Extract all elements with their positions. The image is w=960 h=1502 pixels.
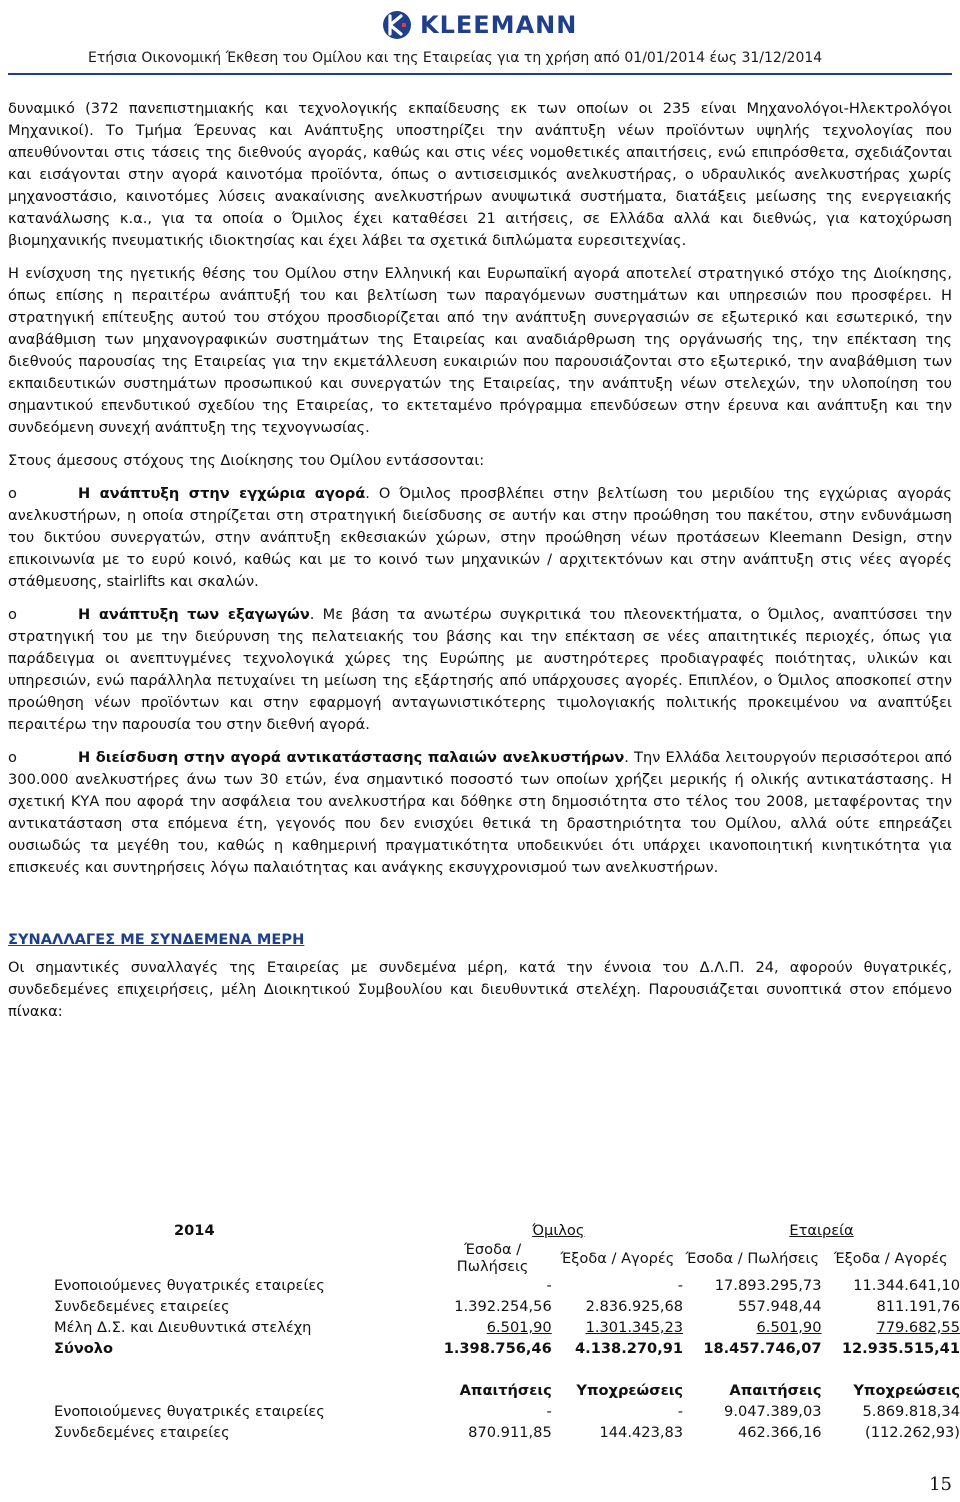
bullet-domestic-growth bbox=[8, 483, 952, 593]
cell: 557.948,44 bbox=[737, 1298, 822, 1315]
kleemann-logo bbox=[382, 8, 577, 42]
cell: 9.047.389,03 bbox=[724, 1403, 822, 1420]
subheader: Υποχρεώσεις bbox=[576, 1382, 684, 1399]
table-total-row bbox=[54, 1338, 960, 1359]
page-number: 15 bbox=[929, 1474, 952, 1495]
cell: 2.836.925,68 bbox=[585, 1298, 684, 1315]
table-row bbox=[54, 1296, 960, 1317]
cell: 18.457.746,07 bbox=[703, 1340, 822, 1357]
company-header: Εταιρεία bbox=[789, 1222, 854, 1239]
cell: 1.398.756,46 bbox=[443, 1340, 552, 1357]
cell: - bbox=[677, 1403, 684, 1420]
subheader: Έξοδα / Αγορές bbox=[833, 1249, 948, 1267]
cell: 11.344.641,10 bbox=[853, 1277, 960, 1294]
bullet-replacement-market bbox=[8, 747, 952, 879]
cell: 779.682,55 bbox=[876, 1319, 960, 1336]
subheader: Απαιτήσεις bbox=[729, 1382, 822, 1399]
cell: - bbox=[677, 1277, 684, 1294]
table-row bbox=[54, 1422, 960, 1443]
row-label: Ενοποιούμενες θυγατρικές εταιρείες bbox=[54, 1403, 325, 1420]
cell: 870.911,85 bbox=[468, 1424, 552, 1441]
row-label: Ενοποιούμενες θυγατρικές εταιρείες bbox=[54, 1277, 325, 1294]
bullet-marker: o bbox=[8, 606, 17, 623]
row-label: Μέλη Δ.Σ. και Διευθυντικά στελέχη bbox=[54, 1319, 312, 1336]
subheader: Έξοδα / Αγορές bbox=[560, 1249, 675, 1267]
bullet-text: . Ο Όμιλος προσβλέπει στην βελτίωση του μεριδίου της εγχώριας αγοράς ανελκυστήρων, η οποία στηρίζεται στη στρατηγική διείσδυσης σε αυτήν και στην προώθηση του πακέτου, στην ενδυνάμωση του δικτύου συνεργατών, στην ανάπτυξη εκθεσιακών χώρων, στην προώθηση νέων προτάσεων Kleemann Design, στην επικοινωνία με το ευρύ κοινό, καθώς και με το κοινό των μηχανικών / αρχιτεκτόνων και στην ανάπτυξη στις νέες αγορές στάθμευσης, stairlifts και σκαλών. bbox=[8, 485, 952, 590]
paragraph-goals-intro: Στους άμεσους στόχους της Διοίκησης του Ομίλου εντάσσονται: bbox=[8, 452, 485, 469]
table-row bbox=[54, 1275, 960, 1296]
related-party-table bbox=[54, 1220, 960, 1443]
bullet-title: Η διείσδυση στην αγορά αντικατάστασης παλαιών ανελκυστήρων bbox=[78, 749, 625, 766]
cell: 811.191,76 bbox=[876, 1298, 960, 1315]
page-header bbox=[0, 0, 960, 80]
subheader: Υποχρεώσεις bbox=[853, 1382, 960, 1399]
bullet-text: . Την Ελλάδα λειτουργούν περισσότεροι από 300.000 ανελκυστήρες άνω των 30 ετών, ένα σημαντικό ποσοστό των οποίων χρήζει μερικής ή ολικής αντικατάστασης. Η σχετική ΚΥΑ που αφορά την ασφάλεια του ανελκυστήρα και δόθηκε στη δημοσιότητα στο τέλος του 2008, μεταφέροντας την αντικατάσταση στα επόμενα έτη, γεγονός που δεν ενισχύει θετικά τη δραστηριότητα του Ομίλου, αλλά ούτε επηρεάζει ουσιωδώς τα μεγέθη του, καθώς η καθημερινή πραγματικότητα υποδεικνύει ότι υπάρχει ικανοποιητική κινητικότητα για επισκευές και συντηρήσεις λόγω παλαιότητας και ανάγκης εκσυγχρονισμού των ανελκυστήρων. bbox=[8, 749, 952, 876]
subheader: Έσοδα / Πωλήσεις bbox=[685, 1249, 820, 1267]
table-row bbox=[54, 1317, 960, 1338]
cell: - bbox=[546, 1277, 552, 1294]
cell: 5.869.818,34 bbox=[862, 1403, 960, 1420]
cell: - bbox=[546, 1403, 552, 1420]
kleemann-logo-icon bbox=[382, 10, 412, 40]
cell: 1.301.345,23 bbox=[585, 1319, 684, 1336]
paragraph-rnd: δυναμικό (372 πανεπιστημιακής και τεχνολογικής εκπαίδευσης εκ των οποίων οι 235 είναι Μηχανολόγοι-Ηλεκτρολόγοι Μηχανικοί). Το Τμήμα Έρευνας και Ανάπτυξης υποστηρίζει την ανάπτυξη νέων προϊόντων υψηλής τεχνολογίας που απευθύνονται στις τάσεις της διεθνούς αγοράς, καθώς και στις νέες νομοθετικές απαιτήσεις, ενώ επιπρόσθετα, σχεδιάζονται και εισάγονται στην αγορά καινοτόμα προϊόντα, όπως ο αντισεισμικός ανελκυστήρας, ο υδραυλικός ανελκυστήρας χωρίς μηχανοστάσιο, καινοτόμες λύσεις ανακαίνισης ανελκυστήρων ανυψωτικά συστήματα, διατάξεις μείωσης της ενεργειακής κατανάλωσης κ.α., για τα οποία ο Όμιλος έχει καταθέσει 21 αιτήσεις, σε Ελλάδα αλλά και διεθνώς, για κατοχύρωση βιομηχανικής πνευματικής ιδιοκτησίας και έχει λάβει τα σχετικά διπλώματα ευρεσιτεχνίας. bbox=[8, 100, 952, 249]
row-label: Σύνολο bbox=[54, 1340, 114, 1357]
group-header: Όμιλος bbox=[532, 1222, 585, 1239]
cell: 17.893.295,73 bbox=[714, 1277, 822, 1294]
cell: 1.392.254,56 bbox=[454, 1298, 552, 1315]
paragraph-strategy: Η ενίσχυση της ηγετικής θέσης του Ομίλου στην Ελληνική και Ευρωπαϊκή αγορά αποτελεί στρατηγικό στόχο της Διοίκησης, όπως επίσης η περαιτέρω ανάπτυξή του και βελτίωση των παραγόμενων συστημάτων και υπηρεσιών που προσφέρει. Η στρατηγική επίτευξης αυτού του στόχου προσδιορίζεται από την ανάπτυξη συνεργασιών σε εξωτερικό και εσωτερικό, την αναβάθμιση των μηχανογραφικών συστημάτων της Εταιρείας και αναδιάρθρωση της οργάνωσής της, την επέκταση της διεθνούς παρουσίας της Εταιρείας για την εκμετάλλευση ευκαιριών που παρουσιάζονται στο εξωτερικό, την αναβάθμιση των εκπαιδευτικών συστημάτων προσωπικού και συνεργατών της Εταιρείας, την ανάπτυξη νέων στελεχών, την υλοποίηση του σημαντικού επενδυτικού σχεδίου της Εταιρείας, το εκτεταμένο πρόγραμμα επενδύσεων στην έρευνα και ανάπτυξη και την συνδεόμενη συνεχή ανάπτυξη της τεχνογνωσίας. bbox=[8, 265, 952, 436]
bullet-marker: o bbox=[8, 485, 17, 502]
cell: 6.501,90 bbox=[486, 1319, 552, 1336]
paragraph-related-parties: Οι σημαντικές συναλλαγές της Εταιρείας με συνδεμένα μέρη, κατά την έννοια του Δ.Λ.Π. 24, αφορούν θυγατρικές, συνδεδεμένες επιχειρήσεις, μέλη Διοικητικού Συμβουλίου και διευθυντικά στελέχη. Παρουσιάζεται συνοπτικά στον επόμενο πίνακα: bbox=[8, 959, 952, 1020]
table-header-row bbox=[54, 1220, 960, 1241]
cell: 4.138.270,91 bbox=[575, 1340, 684, 1357]
bullet-title: Η ανάπτυξη στην εγχώρια αγορά bbox=[78, 485, 366, 502]
cell: 6.501,90 bbox=[756, 1319, 822, 1336]
section-title-related-parties: ΣΥΝΑΛΛΑΓΕΣ ΜΕ ΣΥΝΔΕΜΕΝΑ ΜΕΡΗ bbox=[8, 931, 305, 948]
cell: (112.262,93) bbox=[865, 1424, 960, 1441]
cell: 462.366,16 bbox=[737, 1424, 822, 1441]
bullet-marker: o bbox=[8, 749, 17, 766]
bullet-title: Η ανάπτυξη των εξαγωγών bbox=[78, 606, 310, 623]
report-subtitle: Ετήσια Οικονομική Έκθεση του Ομίλου και της Εταιρείας για τη χρήση από 01/01/2014 έως 31/12/2014 bbox=[88, 50, 823, 66]
table-year: 2014 bbox=[174, 1222, 215, 1239]
table-row bbox=[54, 1401, 960, 1422]
subheader: Απαιτήσεις bbox=[459, 1382, 552, 1399]
bullet-exports-growth bbox=[8, 604, 952, 736]
cell: 144.423,83 bbox=[599, 1424, 684, 1441]
document-body bbox=[8, 98, 952, 1034]
table-subheader-row bbox=[54, 1241, 960, 1275]
brand-name: KLEEMANN bbox=[420, 11, 578, 39]
cell: 12.935.515,41 bbox=[841, 1340, 960, 1357]
table-subheader-row bbox=[54, 1380, 960, 1401]
subheader: Έσοδα / Πωλήσεις bbox=[456, 1241, 529, 1275]
row-label: Συνδεδεμένες εταιρείες bbox=[54, 1298, 230, 1315]
bullet-text: . Με βάση τα ανωτέρω συγκριτικά του πλεονεκτήματα, ο Όμιλος, αναπτύσσει την στρατηγική του με την διεύρυνση της πελατειακής του βάσης και την επέκταση σε νέες απαιτητικές περιοχές, όπως για παράδειγμα οι ανεπτυγμένες τεχνολογικά χώρες της Ευρώπης με αυστηρότερες προδιαγραφές ποιότητας, υλικών και υπηρεσιών, ενώ παράλληλα πετυχαίνει τη μείωση της εξάρτησής από υπάρχουσες αγορές. Επιπλέον, ο Όμιλος αποσκοπεί στην προώθηση νέων προϊόντων και στην εφαρμογή ανταγωνιστικότερης τιμολογιακής πολιτικής προκειμένου να αναπτύξει περαιτέρω την παρουσία του στην διεθνή αγορά. bbox=[8, 606, 952, 733]
header-divider bbox=[8, 73, 952, 75]
row-label: Συνδεδεμένες εταιρείες bbox=[54, 1424, 230, 1441]
